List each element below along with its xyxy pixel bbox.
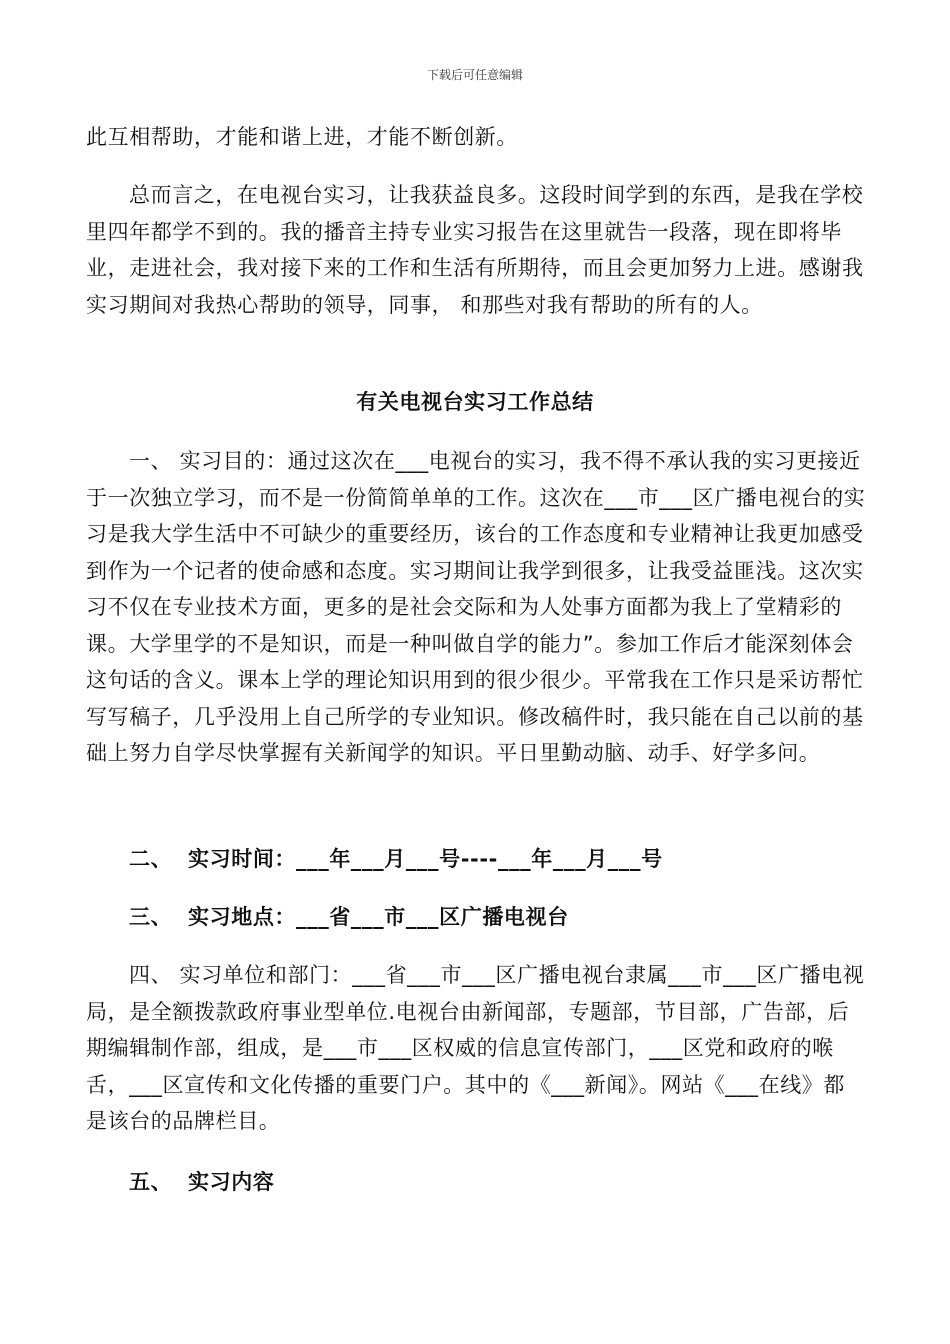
- paragraph-continuation: 此互相帮助，才能和谐上进，才能不断创新。: [86, 125, 518, 149]
- item-location: 三、 实习地点：___省___市___区广播电视台: [129, 905, 569, 929]
- item-content-heading: 五、 实习内容: [129, 1170, 275, 1194]
- item-time: 二、 实习时间：___年___月___号----___年___月___号: [129, 847, 663, 871]
- page-header: 下载后可任意编辑: [426, 68, 523, 82]
- paragraph-summary: 总而言之，在电视台实习，让我获益良多。这段时间学到的东西，是我在学校里四年都学不到的。我的播音主持专业实习报告在这里就告一段落，现在即将毕业，走进社会，我对接下来的工作和生活有所期待，而且会更加努力上进。感谢我实习期间对我热心帮助的领导，同事， 和那些对我有帮助的所有的人。: [86, 183, 864, 317]
- item-unit-department: 四、 实习单位和部门：___省___市___区广播电视台隶属___市___区广播电视局，是全额拨款政府事业型单位.电视台由新闻部，专题部，节目部，广告部，后期编辑制作部，组成，是___市___区权威的信息宣传部门，___区党和政府的喉舌，___区宣传和文化传播的重要门户。其中的《___新闻》。网站《___在线》都是该台的品牌栏目。: [86, 963, 865, 1133]
- item-purpose: 一、 实习目的：通过这次在___电视台的实习，我不得不承认我的实习更接近于一次独立学习，而不是一份简简单单的工作。这次在___市___区广播电视台的实习是我大学生活中不可缺少的重要经历，该台的工作态度和专业精神让我更加感受到作为一个记者的使命感和态度。实习期间让我学到很多，让我受益匪浅。这次实习不仅在专业技术方面，更多的是社会交际和为人处事方面都为我上了堂精彩的课。大学里学的不是知识，而是一种叫做自学的能力”。参加工作后才能深刻体会这句话的含义。课本上学的理论知识用到的很少很少。平常我在工作只是采访帮忙写写稿子，几乎没用上自己所学的专业知识。修改稿件时，我只能在自己以前的基础上努力自学尽快掌握有关新闻学的知识。平日里勤动脑、动手、好学多问。: [86, 449, 866, 765]
- section-title: 有关电视台实习工作总结: [356, 390, 594, 414]
